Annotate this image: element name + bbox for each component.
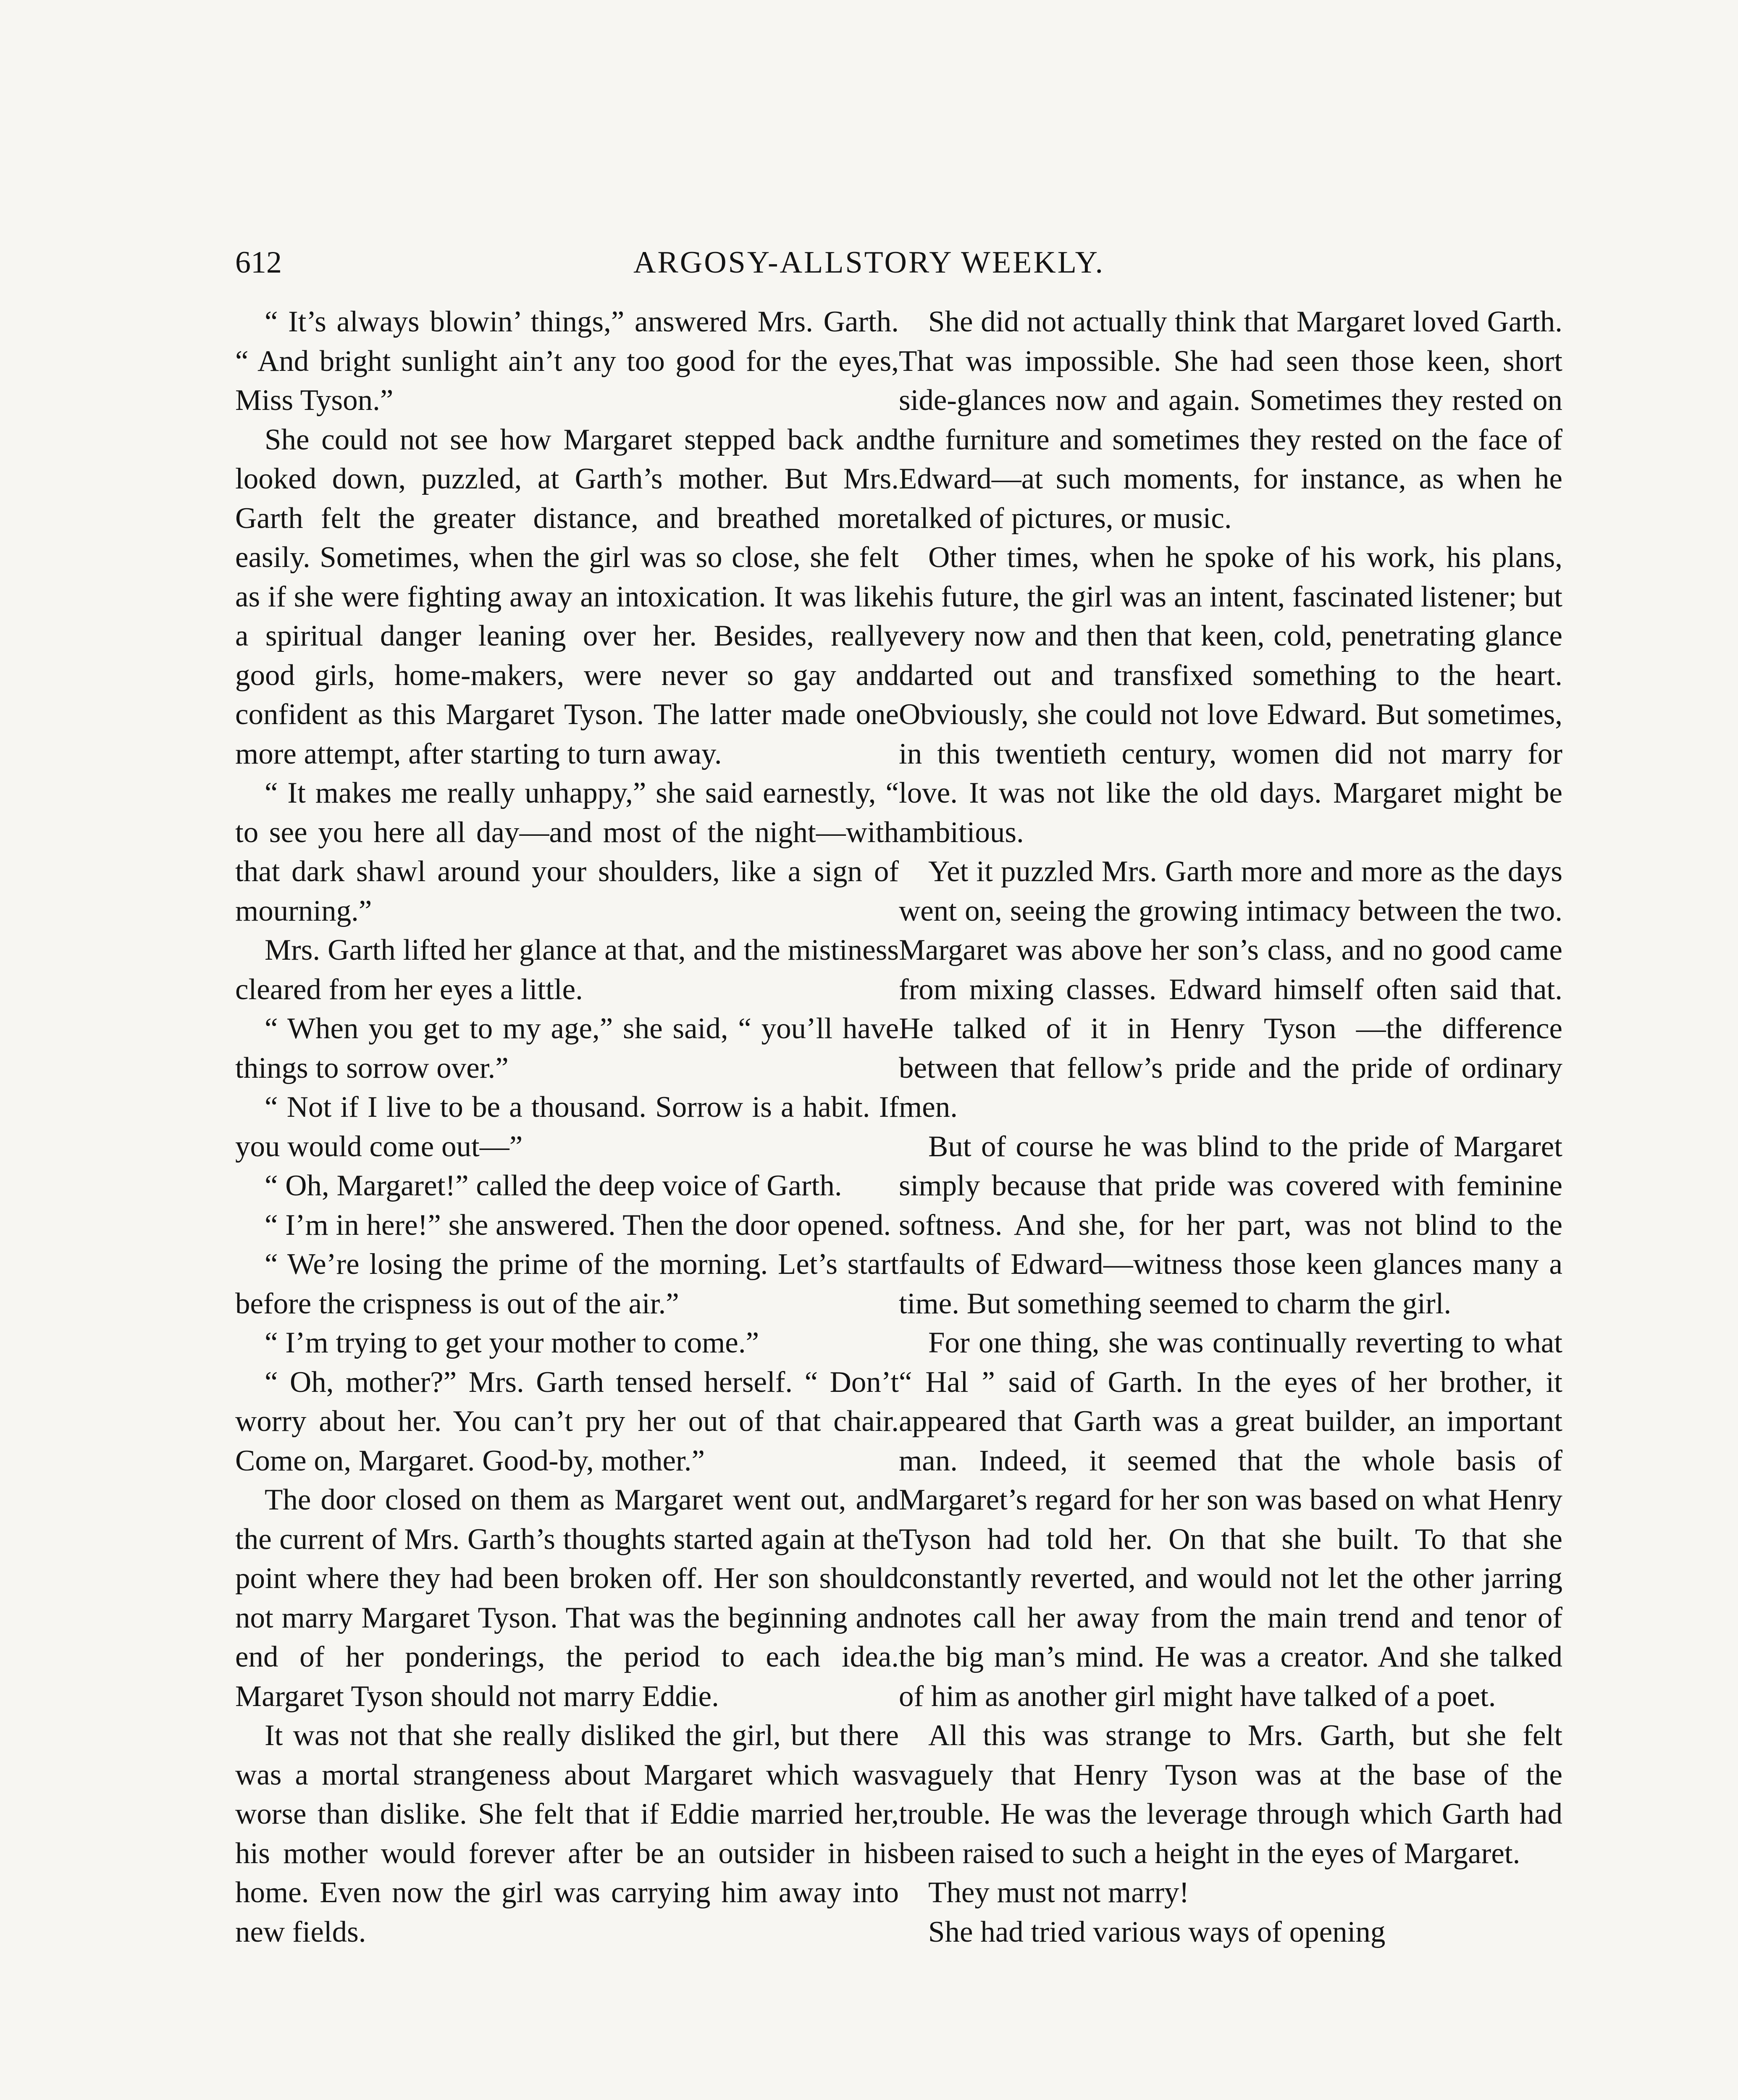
paragraph: It was not that she really disliked the girl, but there was a mortal strangeness about Margaret which was worse than dislike. She felt that if Eddie married her, his mother would forever after be an outsider in his home. Even now the girl was carrying him away into new fields. bbox=[235, 1719, 899, 1948]
paragraph: “ I’m in here!” she answered. Then the door opened. bbox=[265, 1208, 891, 1242]
paragraph: “ I’m trying to get your mother to come.” bbox=[265, 1326, 759, 1359]
left-column bbox=[235, 302, 899, 1952]
paragraph: She did not actually think that Margaret loved Garth. That was impossible. She had seen those keen, short side-glances now and again. Sometimes they rested on the furniture and sometimes they rested on the face of Edward—at such moments, for instance, as when he talked of pictures, or music. bbox=[899, 305, 1562, 535]
paragraph: “ It’s always blowin’ things,” answered Mrs. Garth. “ And bright sunlight ain’t any too good for the eyes, Miss Tyson.” bbox=[235, 305, 899, 417]
paragraph: But of course he was blind to the pride of Margaret simply because that pride was covered with feminine softness. And she, for her part, was not blind to the faults of Edward—witness those keen glances many a time. But something seemed to charm the girl. bbox=[899, 1130, 1562, 1320]
paragraph: She could not see how Margaret stepped back and looked down, puzzled, at Garth’s mother. But Mrs. Garth felt the greater distance, and breathed more easily. Sometimes, when the girl was so close, she felt as if she were fighting away an intoxication. It was like a spiritual danger leaning over her. Besides, really good girls, home-makers, were never so gay and confident as this Margaret Tyson. The latter made one more attempt, after starting to turn away. bbox=[235, 423, 899, 770]
paragraph: “ Not if I live to be a thousand. Sorrow is a habit. If you would come out—” bbox=[235, 1091, 899, 1163]
paragraph: All this was strange to Mrs. Garth, but she felt vaguely that Henry Tyson was at the base of the trouble. He was the leverage through which Garth had been raised to such a height in the eyes of Margaret. bbox=[899, 1719, 1562, 1870]
paragraph: “ Oh, Margaret!” called the deep voice of Garth. bbox=[265, 1169, 842, 1202]
paragraph: She had tried various ways of opening bbox=[928, 1915, 1386, 1948]
page-number: 612 bbox=[235, 245, 282, 280]
paragraph: “ Oh, mother?” Mrs. Garth tensed herself. “ Don’t worry about her. You can’t pry her out of that chair. Come on, Margaret. Good-by, mother.” bbox=[235, 1365, 899, 1477]
paragraph: Yet it puzzled Mrs. Garth more and more as the days went on, seeing the growing intimacy between the two. Margaret was above her son’s class, and no good came from mixing classes. Edward himself often said that. He talked of it in Henry Tyson —the difference between that fellow’s pride and the pride of ordinary men. bbox=[899, 855, 1562, 1124]
paragraph: “ We’re losing the prime of the morning. Let’s start before the crispness is out of the air.” bbox=[235, 1248, 899, 1320]
right-column bbox=[899, 302, 1562, 1952]
paragraph: Mrs. Garth lifted her glance at that, and the mistiness cleared from her eyes a little. bbox=[235, 934, 899, 1006]
paragraph: “ It makes me really unhappy,” she said earnestly, “ to see you here all day—and most of the night—with that dark shawl around your shoulders, like a sign of mourning.” bbox=[235, 777, 899, 927]
paragraph: They must not marry! bbox=[928, 1876, 1189, 1909]
paragraph: “ When you get to my age,” she said, “ you’ll have things to sorrow over.” bbox=[235, 1012, 899, 1084]
paragraph: Other times, when he spoke of his work, his plans, his future, the girl was an intent, fascinated listener; but every now and then that keen, cold, penetrating glance darted out and transfixed something to the heart. Obviously, she could not love Edward. But sometimes, in this twentieth century, women did not marry for love. It was not like the old days. Margaret might be ambitious. bbox=[899, 541, 1562, 849]
running-head: ARGOSY-ALLSTORY WEEKLY. bbox=[633, 245, 1105, 280]
paragraph: For one thing, she was continually reverting to what “ Hal ” said of Garth. In the eyes of her brother, it appeared that Garth was a great builder, an important man. Indeed, it seemed that the whole basis of Margaret’s regard for her son was based on what Henry Tyson had told her. On that she built. To that she constantly reverted, and would not let the other jarring notes call her away from the main trend and tenor of the big man’s mind. He was a creator. And she talked of him as another girl might have talked of a poet. bbox=[899, 1326, 1562, 1713]
paragraph: The door closed on them as Margaret went out, and the current of Mrs. Garth’s thoughts started again at the point where they had been broken off. Her son should not marry Margaret Tyson. That was the beginning and end of her ponderings, the period to each idea. Margaret Tyson should not marry Eddie. bbox=[235, 1483, 899, 1713]
